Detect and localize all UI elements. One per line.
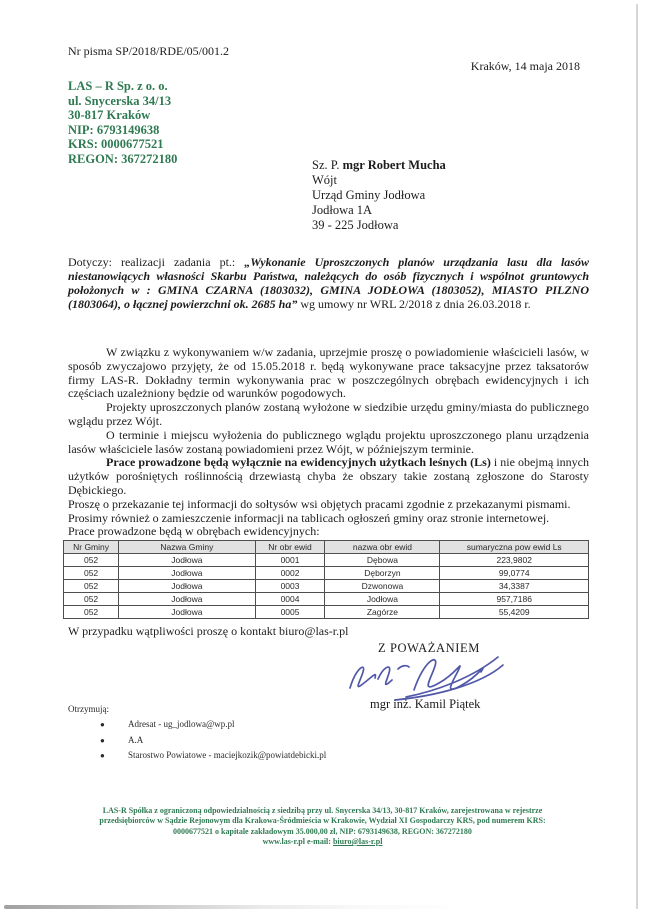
cell: 0002 (255, 567, 325, 580)
header-nazwa-gminy: Nazwa Gminy (119, 541, 256, 554)
contact-note: W przypadku wątpliwości proszę o kontakt biuro@las-r.pl (68, 624, 349, 638)
scan-edge-artifact (636, 4, 638, 909)
table-row (64, 606, 589, 619)
cell: 052 (64, 580, 119, 593)
distribution-item-text: A.A (128, 734, 144, 745)
cell: Jodłowa (119, 580, 256, 593)
place-and-date: Kraków, 14 maja 2018 (470, 59, 580, 73)
signer-name: mgr inż. Kamil Piątek (370, 697, 481, 711)
sender-company: LAS – R Sp. z o. o. (68, 79, 168, 93)
recipient-address: Jodłowa 1A (312, 203, 373, 217)
salutation-prefix: Sz. P. (312, 158, 343, 172)
sender-letterhead (68, 79, 177, 167)
recipient-salutation (312, 158, 446, 173)
cell: Dzwonowa (325, 580, 440, 593)
cell: 99,0774 (440, 567, 589, 580)
table-row (64, 567, 589, 580)
subject-suffix: wg umowy nr WRL 2/2018 z dnia 26.03.2018 r. (297, 296, 531, 311)
list-item (100, 719, 326, 729)
cell: 0003 (255, 580, 325, 593)
paragraph-6: Prosimy również o zamieszczenie informacji na tablicach ogłoszeń gminy oraz stronie internetowej. (68, 510, 550, 525)
subject-quoted-title: „Wykonanie Uproszczonych planów urządzania lasu dla lasów niestanowiących własności Skarbu Państwa, należących do osób fizycznych i wspólnot gruntowych położonych w : GMINA CZARNA (1803032), GMINA JODŁOWA (1803052), MIASTO PILZNO (1803064), o łącznej powierzchni ok. 2685 ha” (68, 255, 589, 311)
distribution-item-text: Adresat - ug_jodlowa@wp.pl (128, 719, 235, 729)
cell: Jodłowa (325, 593, 440, 606)
cell: Jodłowa (119, 606, 256, 619)
cell: Jodłowa (119, 554, 256, 567)
cell: 34,3387 (440, 580, 589, 593)
distribution-label: Otrzymują: (68, 704, 109, 714)
cell: 957,7186 (440, 593, 589, 606)
sender-city: 30-817 Kraków (68, 108, 151, 123)
paragraph-7: Prace prowadzone będą w obrębach ewidencyjnych: (68, 524, 320, 539)
footer-website-text: www.las-r.pl e-mail: (262, 836, 333, 846)
paragraph-3: O terminie i miejscu wyłożenia do publicznego wglądu projektu uproszczonego planu urządzenia lasów właściciele lasów zostaną powiadomieni przez Wójt, w późniejszym terminie. (68, 427, 589, 456)
distribution-list (68, 704, 326, 766)
table-row (64, 580, 589, 593)
paragraph-5: Proszę o przekazanie tej informacji do sołtysów wsi objętych pracami zgodnie z przekazanymi pismami. (68, 496, 571, 511)
footer-line-2: przedsiębiorców w Sądzie Rejonowym dla Krakowa-Śródmieścia w Krakowie, Wydział XI Gospodarczy KRS, pod numerem KRS: (99, 816, 546, 826)
recipient-office: Urząd Gminy Jodłowa (312, 188, 426, 202)
table-row (64, 554, 589, 567)
header-nr-gminy: Nr Gminy (64, 541, 119, 554)
sender-krs: KRS: 0000677521 (68, 137, 164, 152)
paragraph-4-rest: i nie obejmą innych użytków porośniętych roślinnością drzewiastą chyba że obszary takie zostaną zgłoszone do Starosty Dębickiego. (68, 455, 589, 497)
recipient-postal: 39 - 225 Jodłowa (312, 218, 399, 232)
paragraph-4-bold: Prace prowadzone będą wyłącznie na ewidencyjnych użytkach leśnych (Ls) (106, 455, 491, 470)
paragraph-2: Projekty uproszczonych planów zostaną wyłożone w siedzibie urzędu gminy/miasta do publicznego wglądu przez Wójt. (68, 400, 589, 428)
paragraph-4 (68, 456, 589, 497)
cadastral-districts-table (63, 540, 589, 619)
bullet-icon: ● (100, 751, 105, 760)
footer-line-4 (45, 837, 600, 847)
footer-line-3: 0000677521 o kapitale zakładowym 35.000,00 zł, NIP: 6793149638, REGON: 367272180 (173, 826, 472, 836)
recipient-block (312, 158, 446, 233)
cell: 052 (64, 554, 119, 567)
sender-regon: REGON: 367272180 (68, 151, 178, 166)
bullet-icon: ● (100, 735, 105, 745)
recipient-title: Wójt (312, 173, 337, 187)
list-item (100, 735, 326, 745)
sender-nip: NIP: 6793149638 (68, 122, 160, 137)
header-nr-obr-ewid: Nr obr ewid (255, 541, 325, 554)
footer-line-1: LAS-R Spółka z ograniczoną odpowiedzialnością z siedzibą przy ul. Snycerska 34/13, 30-817 Kraków, zarejestrowana w rejestrze (102, 806, 543, 815)
letter-body (68, 346, 589, 539)
cell: 0004 (255, 593, 325, 606)
cell: Jodłowa (119, 567, 256, 580)
bullet-icon: ● (100, 720, 105, 729)
cell: 052 (64, 593, 119, 606)
cell: 0005 (255, 606, 325, 619)
company-footer (45, 806, 600, 847)
closing-phrase: Z POWAŻANIEM (378, 641, 480, 655)
table-header-row (64, 541, 589, 554)
subject-paragraph (68, 256, 589, 312)
cell: 0001 (255, 554, 325, 567)
paragraph-1: W związku z wykonywaniem w/w zadania, uprzejmie proszę o powiadomienie właścicieli lasów, w sposób zwyczajowo przyjęty, że od 15.05.2018 r. będą wykonywane prace taksacyjne przez taksatorów firmy LAS-R. Dokładny termin wykonywania prac w poszczególnych obrębach ewidencyjnych i ich częściach uzależniony będzie od warunków pogodowych. (68, 345, 589, 401)
cell: Dęborzyn (325, 567, 440, 580)
distribution-item-text: Starostwo Powiatowe - maciejkozik@powiatdebicki.pl (128, 750, 327, 760)
document-ref-number: Nr pisma SP/2018/RDE/05/001.2 (68, 44, 230, 58)
header-sumaryczna-pow: sumaryczna pow ewid Ls (440, 541, 589, 554)
cell: Zagórze (325, 606, 440, 619)
sender-street: ul. Snycerska 34/13 (68, 93, 172, 108)
cell: Jodłowa (119, 593, 256, 606)
subject-prefix: Dotyczy: realizacji zadania pt.: (68, 255, 245, 269)
recipient-name: mgr Robert Mucha (342, 158, 446, 172)
cell: 55,4209 (440, 606, 589, 619)
footer-email-link[interactable]: biuro@las-r.pl (332, 836, 383, 846)
cell: 052 (64, 606, 119, 619)
cell: 223,9802 (440, 554, 589, 567)
header-nazwa-obr-ewid: nazwa obr ewid (325, 541, 440, 554)
cell: Dębowa (325, 554, 440, 567)
cell: 052 (64, 567, 119, 580)
list-item (100, 750, 326, 760)
scan-smudge-artifact (4, 905, 474, 909)
handwritten-signature (340, 650, 510, 702)
table-row (64, 593, 589, 606)
